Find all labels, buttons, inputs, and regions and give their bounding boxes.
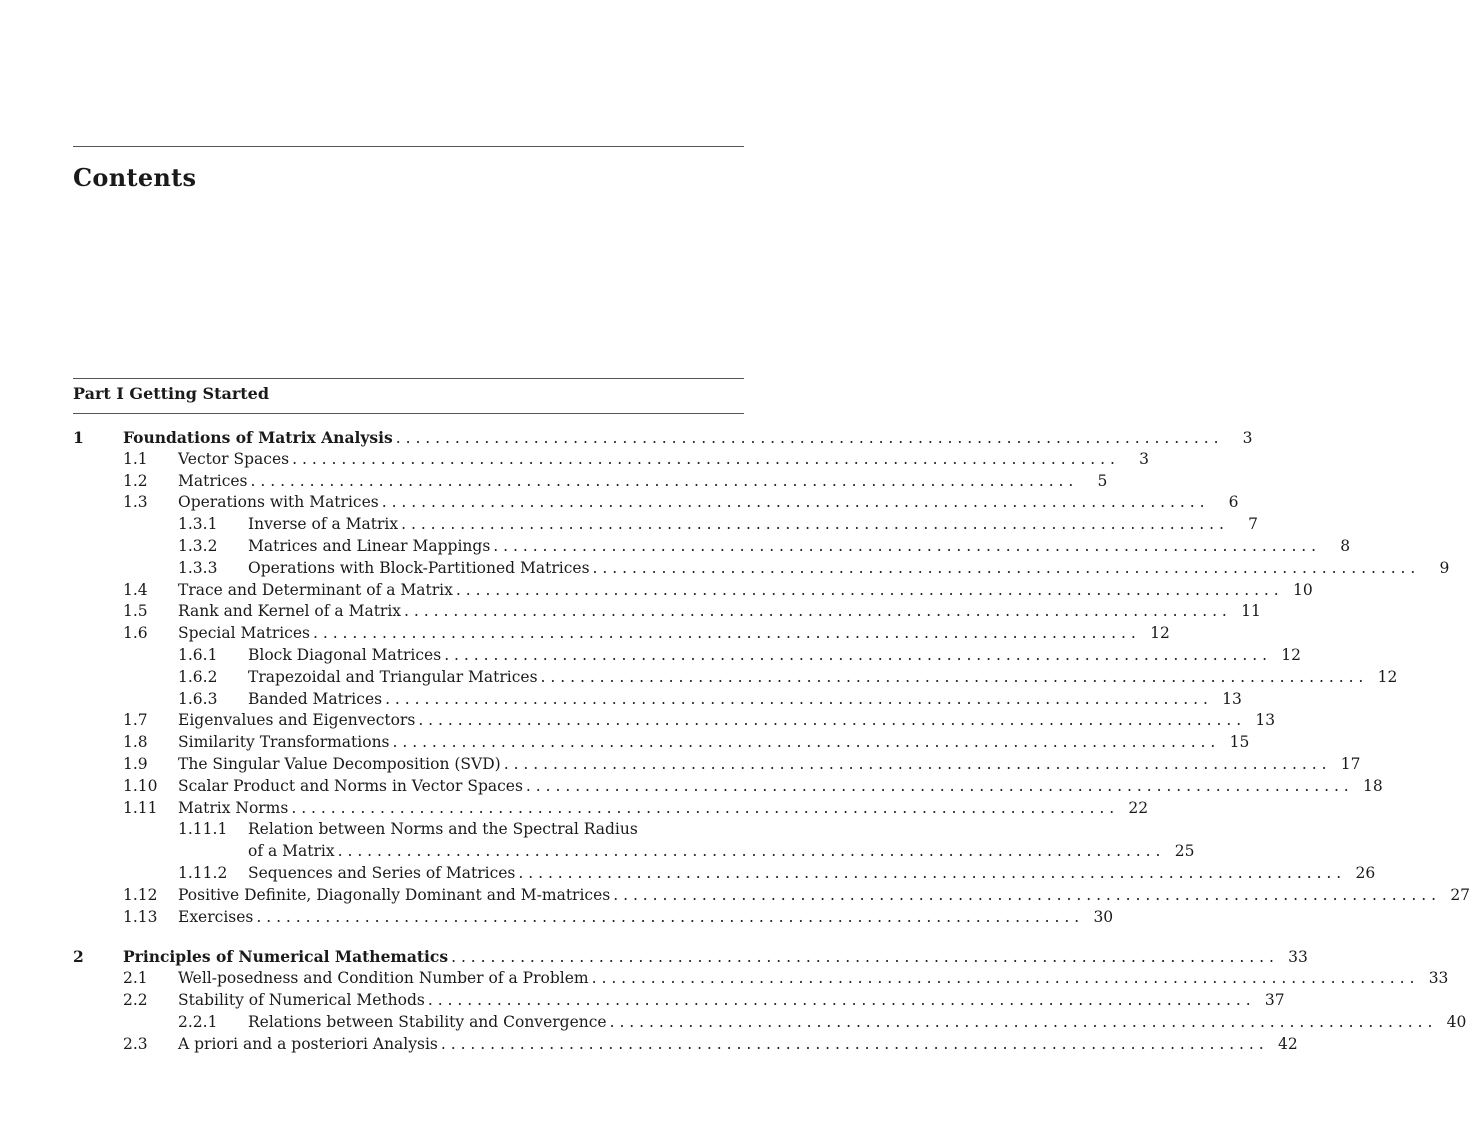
toc-entry-page: 25 [1174,842,1195,861]
toc-entry-number: 1.11.2 [178,863,228,882]
toc-entry-title: Matrices [178,471,248,490]
toc-entry-page: 8 [1340,536,1351,555]
toc-entry-number: 1.6.2 [178,667,218,686]
toc-entry-page: 17 [1340,754,1361,773]
toc-entry-number: 2.2 [123,990,148,1009]
toc-entry-page: 12 [1377,667,1398,686]
toc-entry-number: 1.10 [123,776,158,795]
dot-leader [418,711,1241,729]
toc-entry[interactable] [73,990,1285,1013]
toc-entry-page: 5 [1097,471,1108,490]
top-rule [73,146,744,147]
toc-entry-number: 1.5 [123,602,148,621]
toc-entry[interactable] [73,842,1195,864]
toc-entry-title: Sequences and Series of Matrices [248,863,516,882]
toc-entry[interactable] [73,885,1470,908]
toc-entry-page: 15 [1229,733,1250,752]
toc-entry-title: Trapezoidal and Triangular Matrices [248,667,538,686]
toc-entry-number: 2 [73,947,84,967]
toc-entry[interactable] [73,515,1258,537]
dot-leader [291,799,1114,817]
toc-entry-number: 1 [73,428,84,447]
toc-entry[interactable] [73,558,1450,581]
dot-leader [396,429,1219,447]
dot-leader [256,908,1079,926]
toc-entry-title: A priori and a posteriori Analysis [178,1034,438,1053]
toc-entry-page: 13 [1222,689,1242,708]
dot-leader [338,842,1161,860]
toc-entry-number: 1.6.3 [178,689,218,708]
dot-leader [382,493,1205,511]
dot-leader [401,515,1224,533]
toc-entry-number: 1.11 [123,798,158,817]
toc-entry[interactable] [73,624,1170,646]
toc-entry-number: 1.13 [123,907,158,926]
toc-entry-title: of a Matrix [248,842,335,861]
toc-entry-number: 2.3 [123,1034,148,1053]
toc-entry-page: 26 [1355,863,1376,882]
dot-leader [610,1013,1433,1031]
toc-entry-number: 1.6.1 [178,645,218,664]
dot-leader [393,733,1216,751]
dot-leader [313,624,1136,642]
toc-entry-number: 1.6 [123,624,148,643]
toc-entry-number: 1.11.1 [178,820,228,839]
toc-entry-title: Exercises [178,907,254,926]
toc-entry[interactable] [73,602,1261,624]
dot-leader [428,991,1251,1009]
toc-entry-title: Stability of Numerical Methods [178,990,425,1009]
toc-entry-page: 40 [1446,1012,1467,1031]
toc-entry[interactable] [73,820,744,842]
toc-entry-number: 1.7 [123,711,148,730]
toc-entry-page: 27 [1450,885,1470,904]
toc-entry-page: 33 [1428,969,1449,988]
toc-entry-page: 22 [1128,798,1149,817]
toc-entry[interactable] [73,754,1361,777]
dot-leader [526,777,1349,795]
toc-entry[interactable] [73,907,1114,930]
toc-entry-number: 1.2 [123,471,148,490]
toc-entry-number: 1.3.3 [178,558,218,577]
toc-entry-title: Foundations of Matrix Analysis [123,428,393,447]
dot-leader [444,646,1267,664]
toc-entry-title: Relation between Norms and the Spectral Radius [248,820,638,839]
toc-entry[interactable] [73,471,1108,494]
dot-leader [385,690,1208,708]
table-of-contents [73,428,1470,1056]
toc-entry-title: Inverse of a Matrix [248,515,399,534]
toc-entry-number: 1.3.2 [178,536,218,555]
toc-entry-title: Positive Definite, Diagonally Dominant and M-matrices [178,885,611,904]
toc-entry-title: Matrix Norms [178,798,289,817]
toc-entry-page: 11 [1241,602,1261,621]
toc-entry-title: Relations between Stability and Convergence [248,1012,607,1031]
toc-entry-page: 18 [1363,776,1383,795]
toc-entry-number: 1.3.1 [178,515,218,534]
toc-chapter-entry[interactable] [73,947,1308,969]
toc-entry-page: 12 [1281,645,1301,664]
toc-entry-title: Operations with Matrices [178,493,379,512]
dot-leader [504,755,1327,773]
toc-entry-page: 3 [1139,449,1149,468]
toc-entry-title: Block Diagonal Matrices [248,645,442,664]
dot-leader [518,864,1341,882]
part-rule-top [73,378,744,379]
toc-entry-title: Matrices and Linear Mappings [248,536,491,555]
toc-entry-page: 33 [1288,948,1308,967]
toc-entry-number: 2.1 [123,969,148,988]
toc-entry[interactable] [73,1012,1467,1035]
toc-entry-page: 3 [1242,429,1253,447]
toc-entry-number: 1.12 [123,885,158,904]
toc-entry-page: 7 [1248,515,1258,534]
toc-entry-page: 12 [1150,624,1170,643]
toc-entry-number: 1.1 [123,449,148,468]
toc-entry[interactable] [73,969,1449,991]
toc-entry[interactable] [73,536,1351,559]
toc-entry-title: Scalar Product and Norms in Vector Spaces [178,776,523,795]
toc-entry-title: Special Matrices [178,624,310,643]
toc-entry[interactable] [73,645,1301,668]
toc-entry[interactable] [73,580,1313,603]
dot-leader [251,472,1074,490]
toc-entry-title: Eigenvalues and Eigenvectors [178,711,416,730]
toc-entry-number: 1.3 [123,493,148,512]
dot-leader [493,537,1316,555]
toc-entry[interactable] [73,449,1149,472]
toc-entry-title: The Singular Value Decomposition (SVD) [178,754,501,773]
toc-entry-title: Well-posedness and Condition Number of a Problem [178,969,589,988]
toc-entry-title: Vector Spaces [178,449,290,468]
toc-entry-title: Banded Matrices [248,689,383,708]
toc-entry-number: 1.9 [123,754,148,773]
toc-entry-page: 13 [1255,711,1276,730]
toc-entry-page: 37 [1264,990,1285,1009]
dot-leader [456,581,1279,599]
part-title: Part I Getting Started [73,384,270,403]
toc-entry-number: 1.8 [123,733,148,752]
toc-entry-title: Trace and Determinant of a Matrix [178,580,453,599]
toc-entry-page: 42 [1277,1034,1298,1053]
toc-entry-page: 10 [1292,580,1313,599]
toc-entry[interactable] [73,711,1276,733]
toc-entry-number: 2.2.1 [178,1012,218,1031]
toc-entry-page: 9 [1439,558,1450,577]
toc-entry[interactable] [73,776,1383,799]
toc-entry[interactable] [73,733,1250,755]
toc-entry-page: 6 [1228,493,1239,512]
toc-chapter-entry[interactable] [73,428,1253,450]
toc-entry[interactable] [73,689,1242,712]
toc-entry-title: Rank and Kernel of a Matrix [178,602,402,621]
dot-leader [404,602,1227,620]
toc-entry[interactable] [73,667,1398,690]
toc-entry[interactable] [73,863,1376,886]
toc-entry[interactable] [73,798,1149,821]
dot-leader [451,948,1274,966]
toc-entry-title: Principles of Numerical Mathematics [123,947,449,967]
dot-leader [541,668,1364,686]
toc-entry[interactable] [73,1034,1298,1057]
dot-leader [441,1035,1264,1053]
dot-leader [613,886,1436,904]
toc-entry-number: 1.4 [123,580,148,599]
toc-entry[interactable] [73,493,1239,515]
dot-leader [592,969,1415,987]
toc-entry-page: 30 [1093,907,1114,926]
part-rule-bottom [73,413,744,414]
toc-entry-title: Similarity Transformations [178,733,390,752]
dot-leader [593,559,1416,577]
dot-leader [292,450,1115,468]
toc-entry-title: Operations with Block-Partitioned Matrices [248,558,590,577]
page-title: Contents [73,163,197,192]
